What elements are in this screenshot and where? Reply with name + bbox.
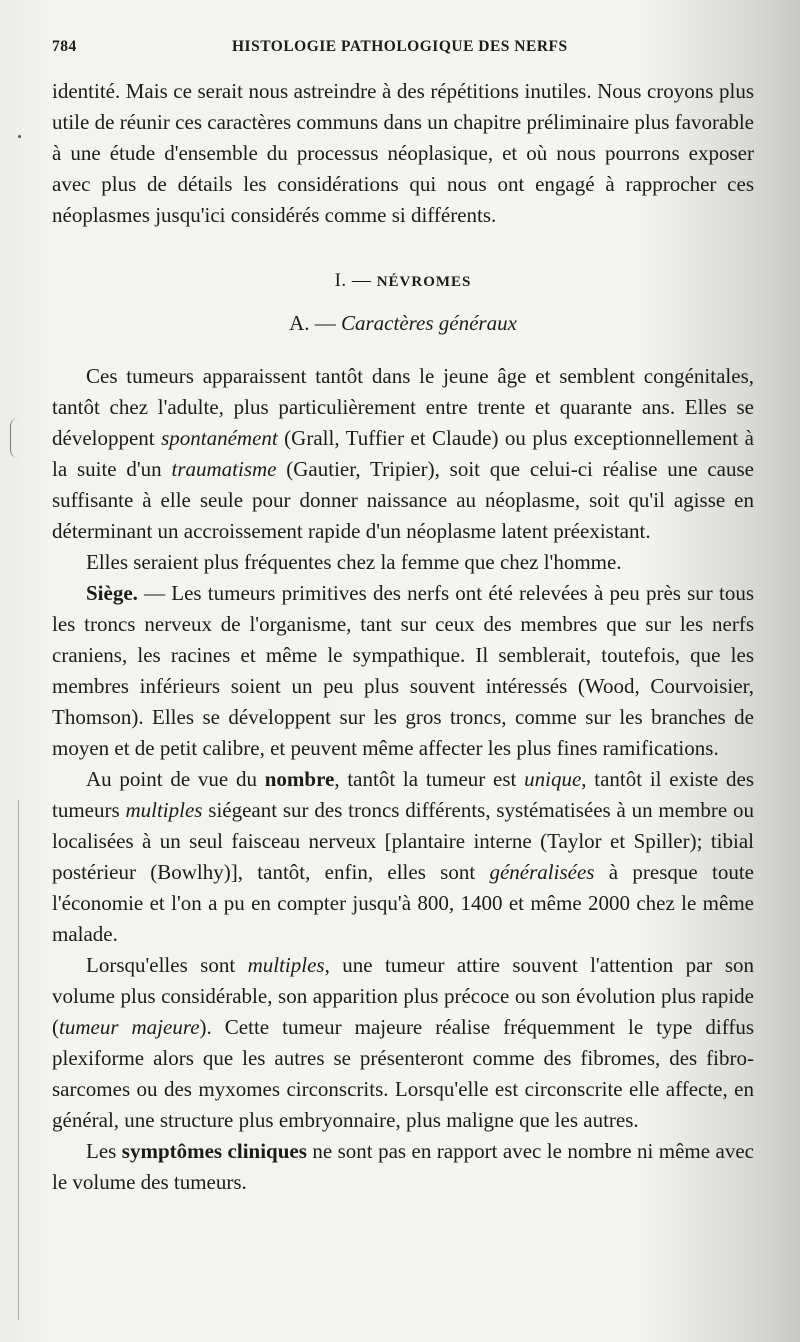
section-number: I. —	[334, 270, 372, 291]
text-run: Ces tumeurs apparaissent tantôt dans le jeune âge et semblent congénitales, tantôt chez l'adulte, plus particulièrement entre trente et quarante ans. Elles se développent	[52, 364, 754, 450]
bold-run: Siège.	[86, 581, 138, 605]
paragraph-origin	[52, 361, 754, 547]
bold-run: nombre	[264, 767, 335, 791]
text-run: (Grall, Tuffier et Claude) ou plus exceptionnellement à la suite d'un	[52, 426, 754, 481]
subsection-heading	[52, 308, 754, 339]
text-run: ne sont pas en rapport avec le nombre ni même avec le volume des tumeurs.	[52, 1139, 754, 1194]
italic-run: multiples	[125, 798, 203, 822]
bold-run: symptômes cliniques	[121, 1139, 307, 1163]
page-number: 784	[52, 38, 77, 55]
running-head: HISTOLOGIE PATHOLOGIQUE DES NERFS	[232, 38, 568, 55]
margin-bracket-mark	[10, 418, 19, 458]
italic-run: tumeur majeure	[59, 1015, 200, 1039]
intro-paragraph: identité. Mais ce serait nous astreindre à des répétitions inutiles. Nous croyons plus utile de réunir ces caractères communs dans un chapitre préliminaire plus favorable à une étude d'ensemble du processus néoplasique, et où nous pourrons exposer avec plus de détails les considérations qui nous ont engagé à rapprocher ces néoplasmes jusqu'ici considérés comme si différents.	[52, 79, 754, 227]
paragraph-nombre	[52, 764, 754, 950]
text-run: , tantôt il existe des tumeurs	[52, 767, 754, 822]
text-run: — Les tumeurs primitives des nerfs ont été relevées à peu près sur tous les troncs nerveux de l'organisme, tant sur ceux des membres que sur les nerfs craniens, les racines et même le sympathique. Il semblerait, toutefois, que les membres inférieurs soient un peu plus souvent intéressés (Wood, Courvoisier, Thomson). Elles se développent sur les gros troncs, comme sur les branches de moyen et de petit calibre, et peuvent même affecter les plus fines ramifications.	[52, 581, 754, 760]
text-run: Lorsqu'elles sont	[86, 953, 248, 977]
italic-run: spontanément	[161, 426, 278, 450]
section-title: NÉVROMES	[376, 274, 472, 290]
italic-run: traumatisme	[171, 457, 277, 481]
text-run: , une tumeur attire souvent l'attention par son volume plus considérable, son apparition plus précoce ou son évolution plus rapide (	[52, 953, 754, 1039]
text-run: ). Cette tumeur majeure réalise fréquemment le type diffus plexiforme alors que les autres se présenteront comme des fibromes, des fibro-sarcomes ou des myxomes circonscrits. Lorsqu'elle est circonscrite elle affecte, en général, une structure plus embryonnaire, plus maligne que les autres.	[52, 1015, 754, 1132]
paragraph-tumeur-majeure	[52, 950, 754, 1136]
subsection-title: Caractères généraux	[340, 311, 517, 335]
margin-line	[18, 800, 19, 1320]
text-run: (Gautier, Tripier), soit que celui-ci réalise une cause suffisante à elle seule pour donner naissance au néoplasme, soit qu'il agisse en déterminant un accroissement rapide d'un néoplasme latent préexistant.	[52, 457, 754, 543]
text-run: siégeant sur des troncs différents, systématisées à un membre ou localisées à un seul faisceau nerveux [plantaire interne (Taylor et Spiller); tibial postérieur (Bowlhy)], tantôt, enfin, elles sont	[52, 798, 755, 884]
section-heading	[52, 265, 754, 298]
subsection-letter: A. —	[289, 311, 336, 335]
paragraph-symptomes	[52, 1136, 754, 1198]
page-body	[52, 76, 754, 1198]
margin-dot	[18, 135, 21, 138]
text-run: Les	[86, 1139, 122, 1163]
text-run: Au point de vue du	[86, 767, 265, 791]
paragraph-siege	[52, 578, 754, 764]
page-header	[52, 38, 752, 62]
text-run: à presque toute l'économie et l'on a pu en compter jusqu'à 800, 1400 et même 2000 chez le même malade.	[52, 860, 754, 946]
paragraph-sex-frequency: Elles seraient plus fréquentes chez la femme que chez l'homme.	[86, 550, 622, 574]
italic-run: unique	[524, 767, 582, 791]
text-run: , tantôt la tumeur est	[334, 767, 525, 791]
italic-run: généralisées	[489, 860, 595, 884]
italic-run: multiples	[247, 953, 325, 977]
